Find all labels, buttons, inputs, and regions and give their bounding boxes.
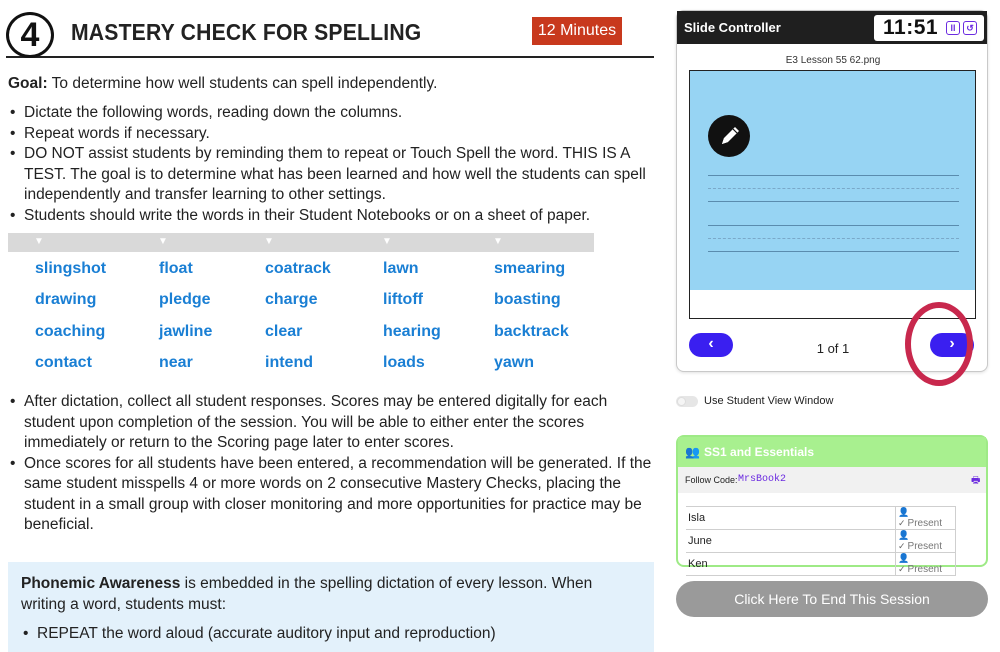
attendance-status[interactable] [896, 530, 956, 553]
goal-label: Goal: [8, 75, 48, 92]
student-table [686, 506, 956, 576]
phonemic-awareness-callout [8, 562, 654, 652]
next-slide-button[interactable]: › [930, 333, 974, 357]
timer-display: 11:51 [883, 16, 939, 39]
users-icon: 👥 [685, 445, 700, 459]
timer-box [874, 15, 984, 41]
callout-list [21, 624, 641, 645]
table-row [686, 530, 956, 553]
follow-code-label: Follow Code: [685, 475, 738, 485]
instruction-item: • Once scores for all students have been entered, a recommendation will be generated. If the same student misspells 4 or more words on 2 consecutive Mastery Checks, placing the student in a small group with closer monitoring and more opportunities for practice may be beneficial. [8, 454, 653, 536]
spelling-word[interactable]: charge [265, 291, 318, 308]
slide-filename: E3 Lesson 55 62.png [785, 55, 881, 66]
spelling-word-table [8, 233, 594, 382]
spelling-word[interactable]: lawn [383, 260, 419, 277]
spelling-word[interactable]: pledge [159, 291, 211, 308]
class-roster-panel [676, 435, 988, 575]
spelling-word[interactable]: jawline [159, 323, 213, 340]
print-icon[interactable]: 🖶 [971, 475, 981, 486]
section-header [6, 10, 654, 58]
slide-preview[interactable] [689, 70, 976, 319]
status-label: Present [907, 541, 943, 552]
student-name: Isla [686, 507, 896, 530]
roster-header [678, 437, 986, 467]
spelling-word[interactable]: hearing [383, 323, 441, 340]
goal-text: To determine how well students can spell independently. [47, 75, 438, 92]
student-name: Ken [686, 553, 896, 576]
writing-line [708, 225, 959, 226]
column-arrow-icon: ▼ [264, 236, 274, 247]
writing-line [708, 251, 959, 252]
spelling-word[interactable]: backtrack [494, 323, 569, 340]
spelling-word[interactable]: coatrack [265, 260, 331, 277]
column-arrow-icon: ▼ [382, 236, 392, 247]
instruction-item: • Dictate the following words, reading down the columns. [8, 103, 653, 124]
writing-line [708, 175, 959, 176]
pencil-icon [708, 115, 750, 157]
time-badge: 12 Minutes [532, 17, 622, 45]
page-indicator: 1 of 1 [816, 341, 850, 356]
slide-controller-title: Slide Controller [684, 20, 781, 35]
column-arrow-icon: ▼ [34, 236, 44, 247]
spelling-word[interactable]: coaching [35, 323, 106, 340]
spelling-word[interactable]: near [159, 354, 193, 371]
spelling-word[interactable]: float [159, 260, 193, 277]
student-view-label: Use Student View Window [704, 395, 834, 407]
goal-statement [8, 73, 648, 94]
instruction-list [8, 103, 653, 226]
slide-controller-panel [676, 10, 988, 372]
end-session-button[interactable]: Click Here To End This Session [676, 581, 988, 617]
instruction-item: • After dictation, collect all student responses. Scores may be entered digitally for each student upon completion of the session. You will be able to either enter the scores immediately or return to the Scoring page later to enter scores. [8, 392, 653, 454]
attendance-status[interactable] [896, 507, 956, 530]
writing-line [708, 201, 959, 202]
writing-line [708, 238, 959, 239]
instruction-item: • Repeat words if necessary. [8, 124, 653, 145]
attendance-status[interactable] [896, 553, 956, 576]
column-arrow-icon: ▼ [493, 236, 503, 247]
status-label: Present [907, 518, 943, 529]
slide-image [690, 71, 975, 290]
spelling-word[interactable]: boasting [494, 291, 561, 308]
spelling-word[interactable]: contact [35, 354, 92, 371]
spelling-word[interactable]: clear [265, 323, 303, 340]
person-check-icon: 👤✓ [898, 553, 910, 574]
writing-line [708, 188, 959, 189]
reset-icon[interactable]: ↺ [963, 21, 977, 35]
word-grid [8, 252, 594, 382]
table-row [686, 507, 956, 530]
post-dictation-list [8, 392, 653, 536]
instruction-item: • Students should write the words in their Student Notebooks or on a sheet of paper. [8, 206, 653, 227]
callout-item: • REPEAT the word aloud (accurate auditory input and reproduction) [21, 624, 641, 645]
status-label: Present [907, 564, 943, 575]
spelling-word[interactable]: intend [265, 354, 313, 371]
spelling-word[interactable]: yawn [494, 354, 535, 371]
word-table-header [8, 233, 594, 252]
spelling-word[interactable]: loads [383, 354, 425, 371]
callout-text: is embedded in the spelling dictation of every lesson. When writing a word, students must: [21, 575, 593, 613]
step-number: 4 [6, 12, 54, 58]
pause-icon[interactable]: ll [946, 21, 960, 35]
spelling-word[interactable]: liftoff [383, 291, 423, 308]
spelling-word[interactable]: slingshot [35, 260, 107, 277]
column-arrow-icon: ▼ [158, 236, 168, 247]
section-title: MASTERY CHECK FOR SPELLING [71, 19, 422, 45]
spelling-word[interactable]: smearing [494, 260, 566, 277]
table-row [686, 553, 956, 576]
follow-code-value: MrsBook2 [738, 474, 787, 485]
person-check-icon: 👤✓ [898, 530, 910, 551]
person-check-icon: 👤✓ [898, 507, 910, 528]
student-name: June [686, 530, 896, 553]
follow-code-row [678, 467, 986, 493]
slide-controller-titlebar [677, 11, 987, 44]
class-name: SS1 and Essentials [704, 445, 815, 459]
callout-heading: Phonemic Awareness [21, 575, 181, 592]
previous-slide-button[interactable]: ‹ [689, 333, 733, 357]
student-view-toggle[interactable] [676, 396, 698, 407]
instruction-item: • DO NOT assist students by reminding them to repeat or Touch Spell the word. THIS IS A TEST. The goal is to determine what has been learned and how well the students can spell independently and transfer learning to other settings. [8, 144, 653, 206]
spelling-word[interactable]: drawing [35, 291, 97, 308]
